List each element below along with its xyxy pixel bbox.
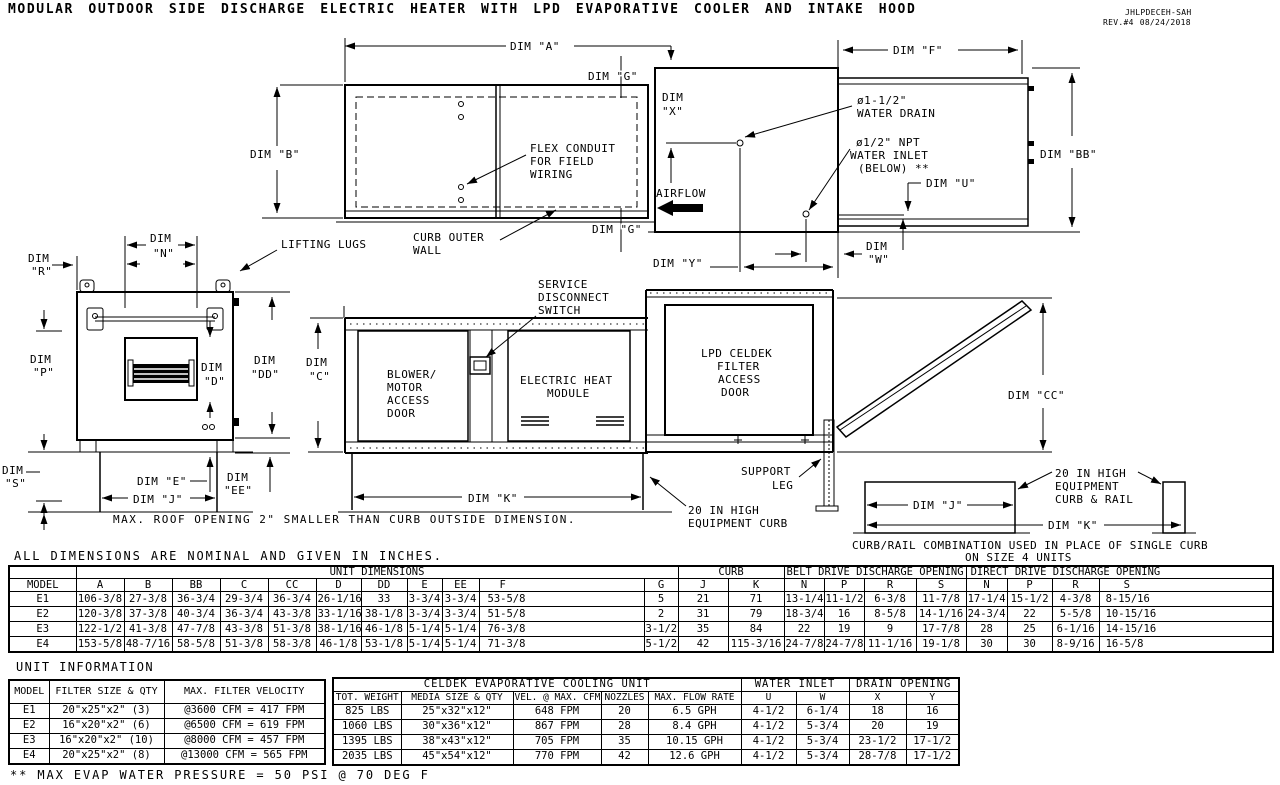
table-cell: 22 <box>1007 607 1052 622</box>
plan-view-hood <box>648 40 1097 278</box>
table-cell: 11-7/8 <box>916 592 966 607</box>
dim-bb-label: DIM "BB" <box>1040 148 1097 161</box>
dim-w-label: DIM <box>866 240 888 253</box>
table-cell: 3-1/2 <box>644 622 678 637</box>
table-cell: B <box>124 579 172 592</box>
document-number: JHLPDECEH-SAH <box>1125 8 1192 17</box>
group-water-inlet: WATER INLET <box>741 678 849 692</box>
dim-a-label: DIM "A" <box>510 40 560 53</box>
table-cell: 26-1/16 <box>316 592 361 607</box>
airflow-label: AIRFLOW <box>656 187 706 200</box>
table-cell: 31 <box>678 607 728 622</box>
table-row <box>333 720 959 735</box>
table-cell: 24-7/8 <box>784 637 824 653</box>
table-cell: P <box>824 579 864 592</box>
table-cell: 53-1/8 <box>361 637 407 653</box>
table-cell: 19-1/8 <box>916 637 966 653</box>
curb-outer-wall-label: CURB OUTER <box>413 231 485 244</box>
table-cell: 43-3/8 <box>220 622 268 637</box>
table-cell: 3-3/4 <box>442 592 479 607</box>
table-cell: 40-3/4 <box>172 607 220 622</box>
table-cell: 46-1/8 <box>361 622 407 637</box>
table-cell: 5-3/4 <box>796 735 849 750</box>
table-cell: 8.4 GPH <box>648 720 741 735</box>
table-cell: 36-3/4 <box>268 592 316 607</box>
table-cell: 5-1/4 <box>442 622 479 637</box>
blower-door-label: MOTOR <box>387 381 423 394</box>
empty-cell <box>9 566 76 579</box>
table-cell: 76-3/8 <box>479 622 644 637</box>
table-cell: DD <box>361 579 407 592</box>
lpd-door-label: DOOR <box>721 386 750 399</box>
dim-r-label: "R" <box>31 265 53 278</box>
table-cell: 51-3/8 <box>268 622 316 637</box>
table-cell: 153-5/8 <box>76 637 124 653</box>
curb-rail-detail <box>852 467 1208 564</box>
table-cell: 42 <box>601 750 648 766</box>
dim-ee-label: "EE" <box>224 484 253 497</box>
table-cell: 8-5/8 <box>864 607 916 622</box>
table-cell: TOT. WEIGHT <box>333 692 401 705</box>
plan-view-heater <box>240 38 671 271</box>
dim-r-label: DIM <box>28 252 50 265</box>
table-cell: 16"x20"x2" (10) <box>49 734 164 749</box>
table-cell: 10.15 GPH <box>648 735 741 750</box>
table-cell: 2 <box>644 607 678 622</box>
electric-heat-label: ELECTRIC HEAT <box>520 374 613 387</box>
table-cell: 5-5/8 <box>1052 607 1099 622</box>
dim-c-label: DIM <box>306 356 328 369</box>
table-cell: 79 <box>728 607 784 622</box>
table-cell: 5-1/4 <box>407 637 442 653</box>
table-cell: 5 <box>644 592 678 607</box>
table-cell: S <box>1099 579 1273 592</box>
table-cell: 20 <box>849 720 906 735</box>
table-cell: W <box>796 692 849 705</box>
table-cell: 1395 LBS <box>333 735 401 750</box>
support-leg-label: SUPPORT <box>741 465 791 478</box>
table-cell: 8-9/16 <box>1052 637 1099 653</box>
table-cell: 17-1/2 <box>906 735 959 750</box>
service-switch-label: SERVICE <box>538 278 588 291</box>
table-cell: 14-15/16 <box>1099 622 1273 637</box>
table-cell: 122-1/2 <box>76 622 124 637</box>
table-row <box>333 692 959 705</box>
table-cell: 38-1/16 <box>316 622 361 637</box>
table-cell: FILTER SIZE & QTY <box>49 680 164 704</box>
flex-conduit-label: FLEX CONDUIT <box>530 142 616 155</box>
table-cell: 3-3/4 <box>407 592 442 607</box>
airflow-arrow <box>657 200 703 216</box>
table-row <box>333 705 959 720</box>
table-cell: 22 <box>784 622 824 637</box>
table-cell: E4 <box>9 749 49 765</box>
service-switch-label: DISCONNECT <box>538 291 610 304</box>
curb-rail-label: 20 IN HIGH <box>1055 467 1127 480</box>
table-cell: 4-1/2 <box>741 750 796 766</box>
table-cell: 14-1/16 <box>916 607 966 622</box>
table-cell: 5-1/4 <box>442 637 479 653</box>
table-cell: F <box>479 579 644 592</box>
table-cell: NOZZLES <box>601 692 648 705</box>
table-cell: 648 FPM <box>513 705 601 720</box>
table-cell: 4-1/2 <box>741 705 796 720</box>
table-cell: 51-3/8 <box>220 637 268 653</box>
group-belt-drive: BELT DRIVE DISCHARGE OPENING <box>784 566 966 579</box>
unit-information-title: UNIT INFORMATION <box>16 660 154 674</box>
table-cell: BB <box>172 579 220 592</box>
table-cell: 38-1/8 <box>361 607 407 622</box>
dim-cc-label: DIM "CC" <box>1008 389 1065 402</box>
table-cell: G <box>644 579 678 592</box>
dim-n-label: "N" <box>153 247 175 260</box>
table-cell: 35 <box>601 735 648 750</box>
dim-p-label: "P" <box>33 366 55 379</box>
table-cell: 18 <box>849 705 906 720</box>
celdek-cooling-table <box>332 677 960 766</box>
curb-rail-note: CURB/RAIL COMBINATION USED IN PLACE OF SINGLE CURB <box>852 539 1209 552</box>
dim-g-bottom-label: DIM "G" <box>592 223 642 236</box>
table-cell: E3 <box>9 622 76 637</box>
equipment-curb-label: 20 IN HIGH <box>688 504 760 517</box>
table-cell: 16 <box>824 607 864 622</box>
curb-outer-wall-label: WALL <box>413 244 442 257</box>
table-cell: 705 FPM <box>513 735 601 750</box>
table-cell: 84 <box>728 622 784 637</box>
table-cell: 17-1/2 <box>906 750 959 766</box>
group-curb: CURB <box>678 566 784 579</box>
table-cell: 5-3/4 <box>796 720 849 735</box>
dim-f-label: DIM "F" <box>893 44 943 57</box>
group-unit-dimensions: UNIT DIMENSIONS <box>76 566 678 579</box>
table-cell: 106-3/8 <box>76 592 124 607</box>
unit-dimensions-table <box>8 565 1274 653</box>
flex-conduit-label: FOR FIELD <box>530 155 595 168</box>
table-cell: E2 <box>9 719 49 734</box>
lpd-door-label: FILTER <box>717 360 760 373</box>
table-cell: 46-1/8 <box>316 637 361 653</box>
side-elevation <box>306 278 672 512</box>
table-cell: 13-1/4 <box>784 592 824 607</box>
curb-rail-note: ON SIZE 4 UNITS <box>965 551 1072 564</box>
table-cell: J <box>678 579 728 592</box>
lpd-door-label: ACCESS <box>718 373 761 386</box>
dim-u-label: DIM "U" <box>926 177 976 190</box>
service-switch-label: SWITCH <box>538 304 581 317</box>
water-drain-label: ø1-1/2" <box>857 94 907 107</box>
dim-d-label: "D" <box>204 375 226 388</box>
revision-date: 08/24/2018 <box>1139 18 1191 27</box>
table-cell: S <box>916 579 966 592</box>
table-cell: E <box>407 579 442 592</box>
table-cell: 19 <box>906 720 959 735</box>
table-cell: 6-3/8 <box>864 592 916 607</box>
table-cell: MODEL <box>9 579 76 592</box>
table-cell: 11-1/16 <box>864 637 916 653</box>
table-cell: 17-1/4 <box>966 592 1007 607</box>
dim-x-label: DIM <box>662 91 684 104</box>
table-cell: E1 <box>9 704 49 719</box>
table-cell: 35 <box>678 622 728 637</box>
equipment-curb-label: EQUIPMENT CURB <box>688 517 788 530</box>
blower-door-label: ACCESS <box>387 394 430 407</box>
table-cell: 3-3/4 <box>442 607 479 622</box>
water-inlet-label: ø1/2" NPT <box>856 136 921 149</box>
blower-door-label: BLOWER/ <box>387 368 437 381</box>
table-cell: N <box>966 579 1007 592</box>
group-drain-opening: DRAIN OPENING <box>849 678 959 692</box>
table-cell: 21 <box>678 592 728 607</box>
table-cell: 23-1/2 <box>849 735 906 750</box>
table-row <box>9 734 325 749</box>
table-cell: 25 <box>1007 622 1052 637</box>
dim-d-label: DIM <box>201 361 223 374</box>
table-cell: N <box>784 579 824 592</box>
table-row <box>9 607 1273 622</box>
dim-e-label: DIM "E" <box>137 475 187 488</box>
filter-section-hood <box>646 290 1065 530</box>
table-cell: A <box>76 579 124 592</box>
table-cell: 6.5 GPH <box>648 705 741 720</box>
table-cell: R <box>864 579 916 592</box>
dim-ee-label: DIM <box>227 471 249 484</box>
table-cell: 20 <box>601 705 648 720</box>
table-cell: E4 <box>9 637 76 653</box>
table-cell: E2 <box>9 607 76 622</box>
table-cell: E3 <box>9 734 49 749</box>
dim-n-label: DIM <box>150 232 172 245</box>
table-cell: E1 <box>9 592 76 607</box>
table-row <box>9 719 325 734</box>
table-cell: 115-3/16 <box>728 637 784 653</box>
table-cell: MEDIA SIZE & QTY <box>401 692 513 705</box>
table-cell: X <box>849 692 906 705</box>
flex-conduit-label: WIRING <box>530 168 573 181</box>
front-view-discharge <box>2 232 576 530</box>
table-cell: @13000 CFM = 565 FPM <box>164 749 325 765</box>
table-cell: 71 <box>728 592 784 607</box>
water-inlet-label: (BELOW) ** <box>858 162 930 175</box>
table-cell: 28 <box>966 622 1007 637</box>
table-cell: 16-5/8 <box>1099 637 1273 653</box>
table-cell: 10-15/16 <box>1099 607 1273 622</box>
detail-dim-k-label: DIM "K" <box>1048 519 1098 532</box>
support-leg-label: LEG <box>772 479 794 492</box>
dim-s-label: DIM <box>2 464 24 477</box>
water-inlet-label: WATER INLET <box>850 149 929 162</box>
table-cell: C <box>220 579 268 592</box>
table-cell: @8000 CFM = 457 FPM <box>164 734 325 749</box>
table-cell: 8-15/16 <box>1099 592 1273 607</box>
blower-door-label: DOOR <box>387 407 416 420</box>
table-cell: EE <box>442 579 479 592</box>
table-cell: 2035 LBS <box>333 750 401 766</box>
lpd-door-label: LPD CELDEK <box>701 347 773 360</box>
table-cell: 867 FPM <box>513 720 601 735</box>
table-group-header-row <box>9 566 1273 579</box>
curb-rail-label: EQUIPMENT <box>1055 480 1120 493</box>
table-cell: 19 <box>824 622 864 637</box>
table-cell: P <box>1007 579 1052 592</box>
table-cell: 4-1/2 <box>741 720 796 735</box>
table-cell: D <box>316 579 361 592</box>
water-drain-label: WATER DRAIN <box>857 107 936 120</box>
table-cell: 17-7/8 <box>916 622 966 637</box>
table-row <box>9 579 1273 592</box>
group-direct-drive: DIRECT DRIVE DISCHARGE OPENING <box>966 566 1273 579</box>
table-cell: MAX. FLOW RATE <box>648 692 741 705</box>
table-cell: 45"x54"x12" <box>401 750 513 766</box>
table-cell: @3600 CFM = 417 FPM <box>164 704 325 719</box>
table-row <box>333 735 959 750</box>
table-cell: 30"x36"x12" <box>401 720 513 735</box>
table-cell: K <box>728 579 784 592</box>
table-row <box>9 637 1273 653</box>
dim-dd-label: "DD" <box>251 368 280 381</box>
dim-y-label: DIM "Y" <box>653 257 703 270</box>
table-cell: 36-3/4 <box>172 592 220 607</box>
table-cell: 33 <box>361 592 407 607</box>
table-cell: 20"x25"x2" (3) <box>49 704 164 719</box>
table-cell: 43-3/8 <box>268 607 316 622</box>
evap-pressure-footnote: ** MAX EVAP WATER PRESSURE = 50 PSI @ 70 DEG F <box>10 768 430 782</box>
table-row <box>9 704 325 719</box>
table-cell: 29-3/4 <box>220 592 268 607</box>
table-row <box>9 680 325 704</box>
dimensions-note: ALL DIMENSIONS ARE NOMINAL AND GIVEN IN INCHES. <box>14 549 443 563</box>
table-cell: 770 FPM <box>513 750 601 766</box>
table-cell: 11-1/2 <box>824 592 864 607</box>
table-cell: 24-7/8 <box>824 637 864 653</box>
group-celdek: CELDEK EVAPORATIVE COOLING UNIT <box>333 678 741 692</box>
table-cell: 25"x32"x12" <box>401 705 513 720</box>
table-row <box>333 750 959 766</box>
table-cell: 58-5/8 <box>172 637 220 653</box>
table-cell: 53-5/8 <box>479 592 644 607</box>
table-cell: 825 LBS <box>333 705 401 720</box>
table-cell: 28-7/8 <box>849 750 906 766</box>
table-cell: 58-3/8 <box>268 637 316 653</box>
table-group-header-row <box>333 678 959 692</box>
dim-s-label: "S" <box>5 477 27 490</box>
table-cell: 36-3/4 <box>220 607 268 622</box>
table-cell: MAX. FILTER VELOCITY <box>164 680 325 704</box>
table-cell: 33-1/16 <box>316 607 361 622</box>
table-cell: 24-3/4 <box>966 607 1007 622</box>
table-cell: 38"x43"x12" <box>401 735 513 750</box>
electric-heat-label: MODULE <box>547 387 590 400</box>
table-cell: @6500 CFM = 619 FPM <box>164 719 325 734</box>
table-cell: 5-3/4 <box>796 750 849 766</box>
table-cell: 41-3/8 <box>124 622 172 637</box>
dim-dd-label: DIM <box>254 354 276 367</box>
table-cell: 18-3/4 <box>784 607 824 622</box>
page-title: MODULAR OUTDOOR SIDE DISCHARGE ELECTRIC HEATER WITH LPD EVAPORATIVE COOLER AND INTAKE HOOD <box>8 2 917 17</box>
table-cell: 120-3/8 <box>76 607 124 622</box>
table-cell: Y <box>906 692 959 705</box>
table-cell: 5-1/2 <box>644 637 678 653</box>
table-row <box>9 749 325 765</box>
table-cell: 37-3/8 <box>124 607 172 622</box>
table-cell: 3-3/4 <box>407 607 442 622</box>
table-cell: 4-3/8 <box>1052 592 1099 607</box>
roof-opening-note: MAX. ROOF OPENING 2" SMALLER THAN CURB OUTSIDE DIMENSION. <box>113 513 576 526</box>
detail-dim-j-label: DIM "J" <box>913 499 963 512</box>
table-row <box>9 622 1273 637</box>
table-cell: R <box>1052 579 1099 592</box>
table-cell: 51-5/8 <box>479 607 644 622</box>
table-cell: MODEL <box>9 680 49 704</box>
table-cell: 15-1/2 <box>1007 592 1052 607</box>
table-cell: 42 <box>678 637 728 653</box>
table-cell: CC <box>268 579 316 592</box>
dim-b-label: DIM "B" <box>250 148 300 161</box>
dim-k-label: DIM "K" <box>468 492 518 505</box>
table-cell: 20"x25"x2" (8) <box>49 749 164 765</box>
table-cell: 71-3/8 <box>479 637 644 653</box>
dim-x-label: "X" <box>662 105 684 118</box>
revision-label: REV.#4 <box>1103 18 1134 27</box>
table-cell: 30 <box>1007 637 1052 653</box>
unit-information-table <box>8 679 326 765</box>
table-cell: 4-1/2 <box>741 735 796 750</box>
table-cell: 48-7/16 <box>124 637 172 653</box>
table-cell: 12.6 GPH <box>648 750 741 766</box>
table-cell: 47-7/8 <box>172 622 220 637</box>
table-cell: 5-1/4 <box>407 622 442 637</box>
dim-g-top-label: DIM "G" <box>588 70 638 83</box>
table-cell: VEL. @ MAX. CFM <box>514 692 601 704</box>
table-cell: 9 <box>864 622 916 637</box>
table-cell: 16"x20"x2" (6) <box>49 719 164 734</box>
table-row <box>9 592 1273 607</box>
dim-p-label: DIM <box>30 353 52 366</box>
table-cell: 6-1/16 <box>1052 622 1099 637</box>
table-cell: 6-1/4 <box>796 705 849 720</box>
table-cell: 30 <box>966 637 1007 653</box>
dim-c-label: "C" <box>309 370 331 383</box>
dim-j-label: DIM "J" <box>133 493 183 506</box>
table-cell: U <box>741 692 796 705</box>
dim-w-label: "W" <box>868 253 890 266</box>
lifting-lugs-label: LIFTING LUGS <box>281 238 367 251</box>
table-cell: 1060 LBS <box>333 720 401 735</box>
table-cell: 27-3/8 <box>124 592 172 607</box>
curb-rail-label: CURB & RAIL <box>1055 493 1134 506</box>
table-cell: 16 <box>906 705 959 720</box>
table-cell: 28 <box>601 720 648 735</box>
